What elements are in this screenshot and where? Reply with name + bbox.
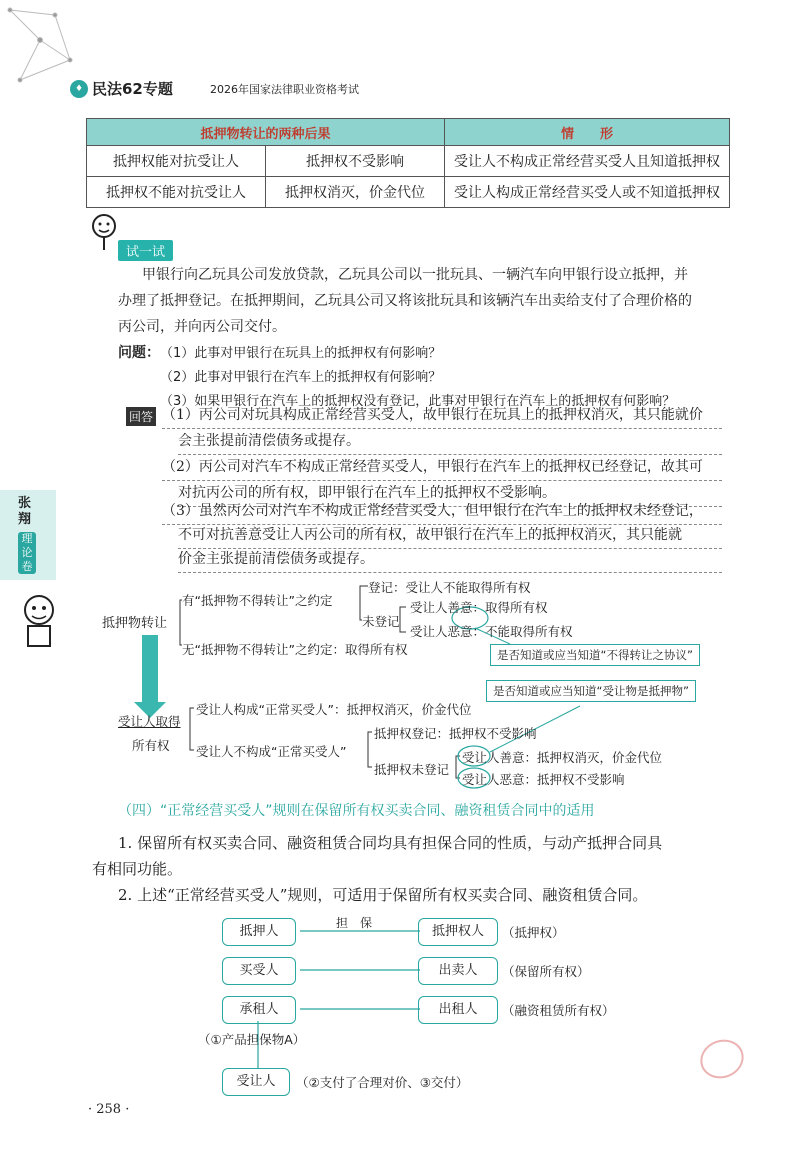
table-header: 抵押物转让的两种后果 [87, 119, 445, 146]
diagram-root: 抵押物转让 [102, 616, 168, 631]
mascot-icon [16, 590, 62, 650]
side-tab-name: 张翔 [18, 496, 32, 527]
flow-right-box: 出卖人 [418, 957, 498, 985]
table-cell: 受让人不构成正常经营买受人且知道抵押权 [445, 146, 730, 177]
header-subtitle: 2026年国家法律职业资格考试 [210, 83, 359, 96]
book-logo-icon: ♦ [70, 80, 88, 98]
try-text-line: 丙公司，并向丙公司交付。 [118, 319, 286, 335]
table-cell: 抵押权能对抗受让人 [87, 146, 266, 177]
question-item: （1）此事对甲银行在玩具上的抵押权有何影响？ [160, 346, 442, 361]
network-decoration-icon [0, 0, 80, 110]
table-row [87, 177, 730, 208]
flow-left-box: 买受人 [222, 957, 296, 985]
flow-right-box: 抵押权人 [418, 918, 498, 946]
section-paragraph: 有相同功能。 [92, 860, 183, 878]
note-box: 是否知道或应当知道“不得转让之协议” [490, 644, 700, 666]
side-tab [0, 490, 56, 580]
diagram-branch1: 有“抵押物不得转让”之约定 [182, 593, 333, 608]
answer-line: （3）虽然丙公司对汽车不构成正常经营买受人，但甲银行在汽车上的抵押权未经登记， [162, 498, 722, 525]
table-row [87, 146, 730, 177]
table-cell: 抵押权不能对抗受让人 [87, 177, 266, 208]
question-label: 问题： [118, 345, 160, 361]
try-text-line: 甲银行向乙玩具公司发放贷款，乙玩具公司以一批玩具、一辆汽车向甲银行设立抵押，并 [142, 267, 688, 283]
diagram-c1: 受让人构成“正常买受人”：抵押权消灭，价金代位 [196, 702, 472, 717]
flow-bottom-note: （②支付了合理对价、③交付） [296, 1075, 469, 1090]
diagram-bad1: 受让人恶意：不能取得所有权 [410, 624, 573, 639]
diagram-c2a: 抵押权登记：抵押权不受影响 [374, 726, 537, 741]
section-paragraph: 1. 保留所有权买卖合同、融资租赁合同均具有担保合同的性质，与动产抵押合同具 [118, 834, 663, 852]
diagram-c2: 受让人不构成“正常买受人” [196, 744, 347, 759]
try-badge: 试一试 [118, 240, 173, 261]
table-cell: 抵押权消灭，价金代位 [266, 177, 445, 208]
answer-line: 对抗丙公司的所有权，即甲银行在汽车上的抵押权不受影响。 [178, 480, 722, 507]
diagram-unreg: 未登记 [362, 614, 400, 629]
flow-label: 担 保 [336, 916, 373, 930]
diagram-node2b: 所有权 [132, 738, 170, 753]
flow-note: （抵押权） [502, 925, 565, 940]
table-header: 情 形 [445, 119, 730, 146]
flow-left-box: 承租人 [222, 996, 296, 1024]
answer-line: 价金主张提前清偿债务或提存。 [178, 546, 722, 573]
section-paragraph: 2. 上述“正常经营买受人”规则，可适用于保留所有权买卖合同、融资租赁合同。 [118, 886, 648, 904]
diagram-c2b2: 受让人恶意：抵押权不受影响 [462, 772, 625, 787]
diagram-c2b1: 受让人善意：抵押权消灭，价金代位 [462, 750, 663, 765]
section-heading: （四）“正常经营买受人”规则在保留所有权买卖合同、融资租赁合同中的适用 [118, 803, 595, 819]
diagram-c2b: 抵押权未登记 [374, 762, 450, 777]
diagram-node2a: 受让人取得 [118, 714, 181, 729]
table-cell: 抵押权不受影响 [266, 146, 445, 177]
question-item: （2）此事对甲银行在汽车上的抵押权有何影响？ [160, 370, 442, 385]
answer-label: 回答 [126, 407, 156, 426]
flow-note: （融资租赁所有权） [502, 1003, 615, 1018]
side-tab-sub: 理论卷 [18, 532, 36, 574]
answer-line: （2）丙公司对汽车不构成正常经营买受人，甲银行在汽车上的抵押权已经登记，故其可 [162, 454, 722, 481]
flow-right-box: 出租人 [418, 996, 498, 1024]
diagram-good1: 受让人善意：取得所有权 [410, 600, 548, 615]
mascot-icon [86, 212, 122, 252]
answer-line: 不可对抗善意受让人丙公司的所有权，故甲银行在汽车上的抵押权消灭，其只能就 [178, 522, 722, 549]
consequence-table [86, 118, 730, 208]
page-number: · 258 · [88, 1102, 130, 1117]
try-text-line: 办理了抵押登记。在抵押期间，乙玩具公司又将该批玩具和该辆汽车出卖给支付了合理价格的 [118, 293, 692, 309]
diagram-branch2: 无“抵押物不得转让”之约定：取得所有权 [182, 642, 408, 657]
flow-left-box: 抵押人 [222, 918, 296, 946]
header-title: 民法62专题 [92, 80, 173, 98]
flow-note: （保留所有权） [502, 964, 590, 979]
page-header [70, 78, 750, 102]
table-cell: 受让人构成正常经营买受人或不知道抵押权 [445, 177, 730, 208]
answer-line: 会主张提前清偿债务或提存。 [178, 428, 722, 455]
flow-bottom-box: 受让人 [222, 1068, 290, 1096]
answer-line: （1）丙公司对玩具构成正常经营买受人，故甲银行在玩具上的抵押权消灭，其只能就价 [162, 402, 722, 429]
note-box: 是否知道或应当知道“受让物是抵押物” [486, 680, 696, 702]
stamp-icon [695, 1034, 749, 1085]
diagram-reg: 登记：受让人不能取得所有权 [368, 580, 531, 595]
question-item: （3）如果甲银行在汽车上的抵押权没有登记，此事对甲银行在汽车上的抵押权有何影响？ [160, 394, 676, 409]
flow-product: （①产品担保物A） [198, 1032, 306, 1047]
